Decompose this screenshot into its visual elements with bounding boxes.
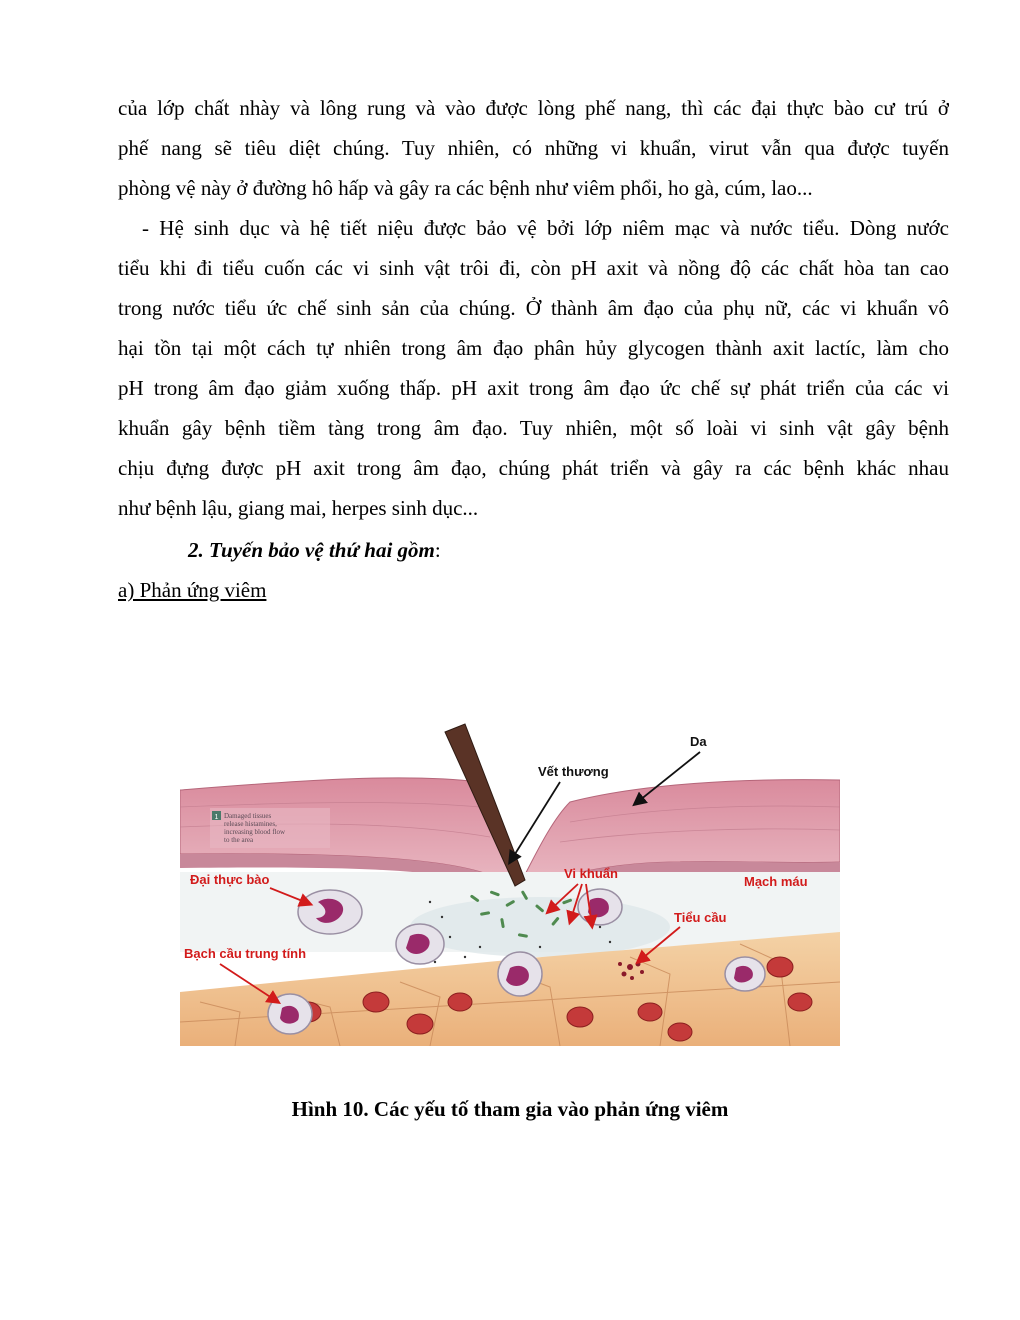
paragraph-line: tiểu khi đi tiểu cuốn các vi sinh vật trôi đi, còn pH axit và nồng độ các chất hòa tan cao <box>118 256 949 280</box>
paragraph-line: pH trong âm đạo giảm xuống thấp. pH axit trong âm đạo ức chế sự phát triển của các vi <box>118 376 949 400</box>
inset-note-line: release histamines, <box>224 820 277 828</box>
paragraph-1 <box>118 88 949 208</box>
paragraph-line: của lớp chất nhày và lông rung và vào được lòng phế nang, thì các đại thực bào cư trú ở <box>118 96 949 120</box>
inset-number: 1 <box>214 814 219 821</box>
figure-caption: Hình 10. Các yếu tố tham gia vào phản ứng viêm <box>291 1097 729 1121</box>
macrophage-cell <box>298 890 362 934</box>
inset-note-line: Damaged tissues <box>224 812 272 820</box>
inset-note-line: to the area <box>224 836 254 844</box>
label-platelet: Tiểu cầu <box>674 910 727 925</box>
paragraph-line: khuẩn gây bệnh tiềm tàng trong âm đạo. Tuy nhiên, một số loài vi sinh vật gây bệnh <box>118 416 949 440</box>
subheading-inflammation: a) Phản ứng viêm <box>118 578 267 602</box>
paragraph-line: hại tồn tại một cách tự nhiên trong âm đạo phân hủy glycogen thành axit lactíc, làm cho <box>118 336 949 360</box>
label-skin: Da <box>690 734 707 749</box>
section-heading-text: 2. Tuyến bảo vệ thứ hai gồm <box>188 538 435 562</box>
label-bacteria: Vi khuẩn <box>564 866 618 881</box>
paragraph-line: phế nang sẽ tiêu diệt chúng. Tuy nhiên, có những vi khuẩn, virut vẫn qua được tuyến <box>118 136 949 160</box>
label-wound: Vết thương <box>538 764 609 779</box>
paragraph-line: trong nước tiểu ức chế sinh sản của chúng. Ở thành âm đạo của phụ nữ, các vi khuẩn vô <box>118 296 949 320</box>
inset-note-line: increasing blood flow <box>224 828 286 836</box>
paragraph-line: chịu đựng được pH axit trong âm đạo, chúng phát triển và gây ra các bệnh khác nhau <box>118 456 949 480</box>
paragraph-2 <box>118 208 949 528</box>
label-blood-vessel: Mạch máu <box>744 874 808 889</box>
paragraph-line: như bệnh lậu, giang mai, herpes sinh dục... <box>118 496 479 520</box>
label-macrophage: Đại thực bào <box>190 872 270 887</box>
paragraph-line: phòng vệ này ở đường hô hấp và gây ra các bệnh như viêm phổi, ho gà, cúm, lao... <box>118 176 813 200</box>
inflammation-figure <box>180 712 840 1046</box>
section-heading <box>188 538 441 563</box>
paragraph-line: - Hệ sinh dục và hệ tiết niệu được bảo vệ bởi lớp niêm mạc và nước tiểu. Dòng nước <box>142 216 949 240</box>
section-heading-colon: : <box>434 538 441 562</box>
label-neutrophil: Bạch cầu trung tính <box>184 946 307 961</box>
